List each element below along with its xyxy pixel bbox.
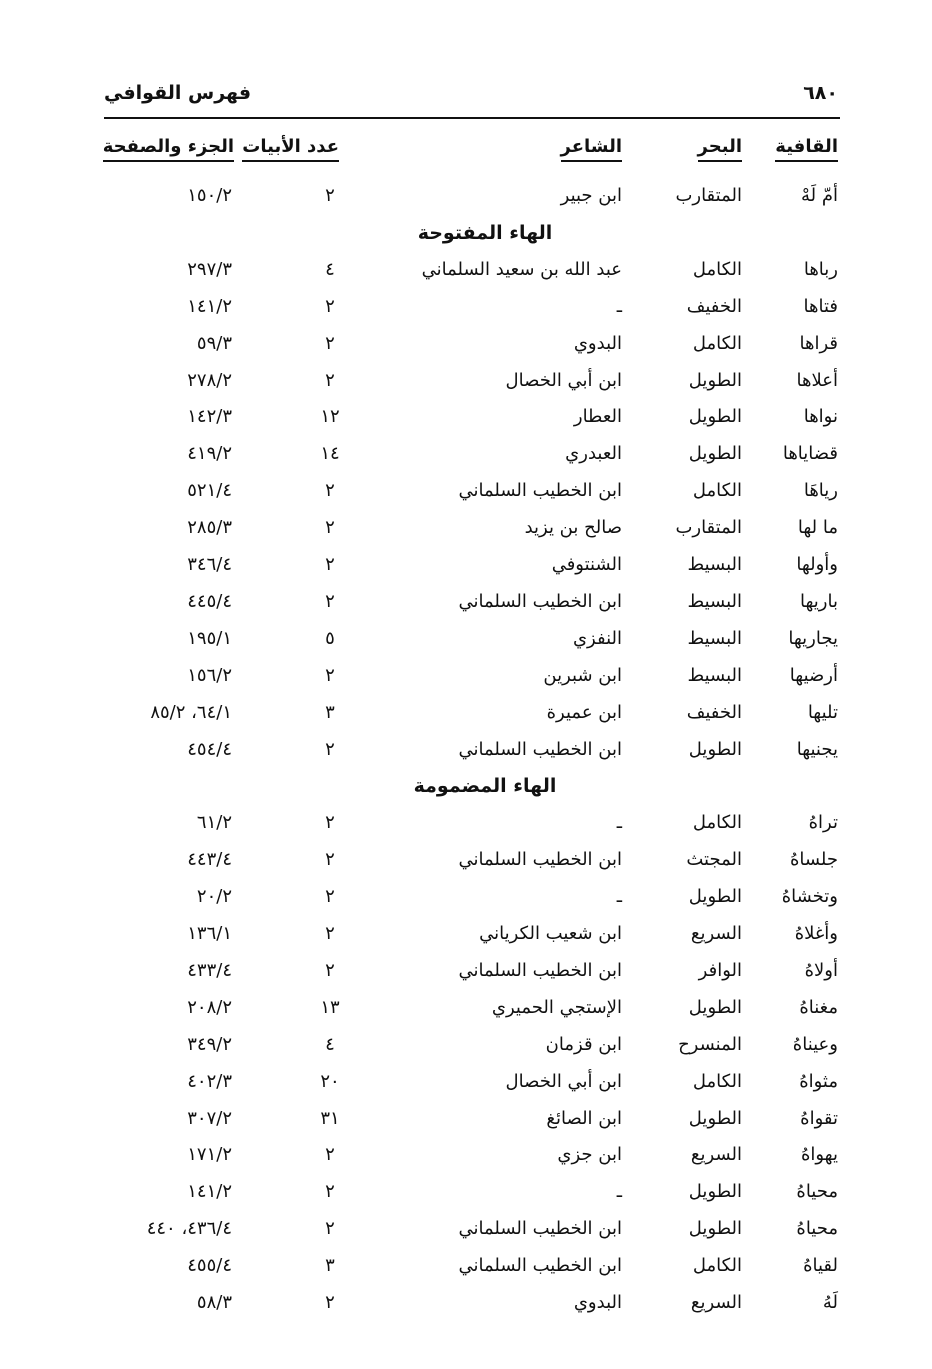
poet-cell: البدوي [573,332,622,354]
volume-page-cell: ٢٧٨/٢ [187,369,232,391]
verse-count-cell: ٢ [325,1144,335,1166]
volume-page-cell: ١٤١/٢ [187,1181,232,1203]
meter-cell: المتقارب [675,185,742,206]
meter-cell: الطويل [688,996,742,1018]
column-header-volume-page: الجزء والصفحة [103,136,234,162]
section-heading-text: الهاء المفتوحة [417,221,553,244]
meter-cell: البسيط [687,627,742,649]
meter-cell: الخفيف [686,295,742,317]
rhyme-cell: أمّ لَهْ [800,185,838,206]
rhyme-cell: تقواهُ [800,1107,838,1129]
volume-page-cell: ٦١/٢ [196,812,232,834]
volume-page-cell: ١٧١/٢ [187,1144,232,1166]
header-rule [104,117,840,119]
table-row [0,805,932,841]
verse-count-cell: ٢ [325,1181,335,1203]
poet-cell: ابن الصائغ [546,1107,622,1129]
meter-cell: المتقارب [675,517,742,539]
poet-cell: الإستجي الحميري [491,996,622,1018]
meter-cell: السريع [690,923,742,944]
meter-cell: السريع [690,1292,742,1313]
table-row [0,695,932,731]
verse-count-cell: ٣١ [320,1107,340,1129]
rhyme-cell: فتاها [803,295,838,317]
meter-cell: البسيط [687,554,742,575]
running-header [104,82,838,112]
poet-cell: ابن شبرين [543,664,622,686]
meter-cell: الكامل [692,1070,742,1092]
verse-count-cell: ١٤ [320,443,340,465]
meter-cell: الطويل [688,738,742,760]
volume-page-cell: ١٣٦/١ [187,923,232,944]
rhyme-cell: تراهُ [808,812,838,834]
poet-cell: ابن جزي [557,1144,622,1166]
poet-cell: الشنتوفي [551,554,622,575]
table-row [0,732,932,768]
meter-cell: الطويل [688,406,742,428]
rhyme-cell: قضاياها [782,443,838,465]
volume-page-cell: ٥٨/٣ [196,1292,232,1313]
section-heading [0,215,932,251]
volume-page-cell: ٢٩٧/٣ [187,258,232,280]
rhyme-cell: وأغلاهُ [794,923,838,944]
poet-cell: عبد الله بن سعيد السلماني [421,258,622,280]
volume-page-cell: ١٤١/٢ [187,295,232,317]
verse-count-cell: ٤ [325,258,335,280]
table-row [0,510,932,546]
column-header-meter: البحر [698,136,742,162]
verse-count-cell: ٢ [325,517,335,539]
table-row [0,658,932,694]
poet-cell: ابن الخطيب السلماني [458,590,622,612]
rhyme-cell: وأولها [796,554,838,575]
table-row [0,879,932,915]
rhyme-cell: لقياهُ [803,1255,838,1277]
verse-count-cell: ١٣ [320,996,340,1018]
verse-count-cell: ١٢ [320,406,340,428]
meter-cell: المنسرح [678,1033,742,1055]
meter-cell: الطويل [688,1181,742,1203]
verse-count-cell: ٢ [325,959,335,981]
verse-count-cell: ٢ [325,886,335,908]
rhyme-cell: وتخشاهُ [781,886,838,908]
poet-cell: العطار [573,406,622,428]
table-row [0,621,932,657]
verse-count-cell: ٤ [325,1033,335,1055]
volume-page-cell: ١٥٠/٢ [187,185,232,206]
rhyme-cell: يجنيها [796,738,838,760]
volume-page-cell: ٤٣٣/٤ [187,959,232,981]
verse-count-cell: ٢ [325,664,335,686]
volume-page-cell: ٥٩/٣ [196,332,232,354]
poet-cell: ابن الخطيب السلماني [458,480,622,502]
volume-page-cell: ٣٤٩/٢ [187,1033,232,1055]
rhyme-cell: تليها [807,701,838,723]
meter-cell: البسيط [687,664,742,686]
verse-count-cell: ٢ [325,185,335,206]
volume-page-cell: ٢٨٥/٣ [187,517,232,539]
meter-cell: الطويل [688,369,742,391]
poet-cell: ابن الخطيب السلماني [458,1218,622,1240]
table-row [0,252,932,288]
table-row [0,842,932,878]
volume-page-cell: ٤١٩/٢ [187,443,232,465]
table-row [0,1027,932,1063]
volume-page-cell: ١٤٢/٣ [187,406,232,428]
volume-page-cell: ١٥٦/٢ [187,664,232,686]
section-heading-text: الهاء المضمومة [413,775,557,798]
poet-cell: ابن الخطيب السلماني [458,738,622,760]
rhyme-cell: رياهَا [803,480,838,502]
column-header-verse-count: عدد الأبيات [242,136,339,162]
verse-count-cell: ٢ [325,554,335,575]
column-header-rhyme: القافية [775,136,838,162]
rhyme-cell: جلساهُ [789,849,838,871]
volume-page-cell: ١٩٥/١ [187,627,232,649]
table-row [0,990,932,1026]
meter-cell: الكامل [692,812,742,834]
table-row [0,436,932,472]
poet-cell: ابن جبير [560,185,622,206]
rhyme-cell: ما لها [797,517,838,539]
section-heading [0,768,932,804]
volume-page-cell: ٤٤٥/٤ [187,590,232,612]
volume-page-cell: ٣٤٦/٤ [187,554,232,575]
poet-cell: صالح بن يزيد [524,517,622,539]
table-row [0,399,932,435]
meter-cell: الكامل [692,332,742,354]
verse-count-cell: ٢ [325,812,335,834]
poet-cell: ابن أبي الخصال [505,369,622,391]
verse-count-cell: ٢٠ [320,1070,340,1092]
meter-cell: الكامل [692,480,742,502]
rhyme-cell: مغناهُ [799,996,838,1018]
volume-page-cell: ٢٠/٢ [196,886,232,908]
verse-count-cell: ٢ [325,369,335,391]
meter-cell: الطويل [688,1107,742,1129]
table-row [0,289,932,325]
volume-page-cell: ٢٠٨/٢ [187,996,232,1018]
poet-cell: النفزي [572,627,622,649]
poet-cell: ابن شعيب الكرياني [479,923,622,944]
rhyme-cell: أرضيها [789,664,838,686]
meter-cell: المجتث [686,849,742,871]
rhyme-cell: محياهُ [796,1181,838,1203]
meter-cell: الكامل [692,258,742,280]
verse-count-cell: ٢ [325,738,335,760]
poet-cell: ـ [616,295,622,317]
poet-cell: ابن أبي الخصال [505,1070,622,1092]
poet-cell: ابن الخطيب السلماني [458,959,622,981]
meter-cell: السريع [690,1144,742,1166]
table-row [0,1211,932,1247]
table-row [0,916,932,952]
verse-count-cell: ٢ [325,332,335,354]
volume-page-cell: ٤٥٥/٤ [187,1255,232,1277]
volume-page-cell: ٣٠٧/٢ [187,1107,232,1129]
rhyme-cell: رباها [803,258,838,280]
rhyme-cell: باريها [800,590,838,612]
table-row [0,473,932,509]
rhyme-cell: لَهُ [822,1292,838,1313]
page-number: ٦٨٠ [803,82,838,104]
table-row [0,1285,932,1321]
meter-cell: الطويل [688,886,742,908]
poet-cell: ابن الخطيب السلماني [458,1255,622,1277]
verse-count-cell: ٣ [325,1255,335,1277]
rhyme-cell: قراها [799,332,838,354]
table-row [0,1248,932,1284]
verse-count-cell: ٢ [325,1292,335,1313]
header-title: فهرس القوافي [104,82,252,104]
poet-cell: ابن الخطيب السلماني [458,849,622,871]
volume-page-cell: ٤٠٢/٣ [187,1070,232,1092]
poet-cell: ابن عميرة [546,701,622,723]
meter-cell: البسيط [687,590,742,612]
meter-cell: الكامل [692,1255,742,1277]
rhyme-cell: يجاريها [788,627,838,649]
rhyme-cell: أولاهُ [804,959,838,981]
rhyme-cell: مثواهُ [799,1070,838,1092]
verse-count-cell: ٥ [325,627,335,649]
table-row [0,326,932,362]
poet-cell: العبدري [565,443,622,465]
verse-count-cell: ٢ [325,849,335,871]
table-row [0,953,932,989]
rhyme-cell: محياهُ [796,1218,838,1240]
table-row [0,1101,932,1137]
volume-page-cell: ٤٥٤/٤ [187,738,232,760]
table-row [0,178,932,214]
verse-count-cell: ٢ [325,923,335,944]
volume-page-cell: ٥٢١/٤ [187,480,232,502]
verse-count-cell: ٢ [325,1218,335,1240]
verse-count-cell: ٢ [325,590,335,612]
rhyme-cell: أعلاها [796,369,838,391]
poet-cell: البدوي [573,1292,622,1313]
rhyme-cell: نواها [803,406,838,428]
volume-page-cell: ٤٣٦/٤، ٤٤٠ [146,1218,232,1240]
verse-count-cell: ٢ [325,295,335,317]
meter-cell: الخفيف [686,701,742,723]
table-row [0,1174,932,1210]
table-row [0,584,932,620]
meter-cell: الطويل [688,443,742,465]
verse-count-cell: ٣ [325,701,335,723]
rhyme-cell: وعيناهُ [792,1033,838,1055]
meter-cell: الطويل [688,1218,742,1240]
volume-page-cell: ٤٤٣/٤ [187,849,232,871]
poet-cell: ابن قزمان [545,1033,622,1055]
volume-page-cell: ٦٤/١، ٨٥/٢ [150,701,232,723]
verse-count-cell: ٢ [325,480,335,502]
poet-cell: ـ [616,1181,622,1203]
poet-cell: ـ [616,812,622,834]
rhyme-cell: يهواهُ [800,1144,838,1166]
poet-cell: ـ [616,886,622,908]
table-row [0,363,932,399]
meter-cell: الوافر [698,959,742,981]
table-row [0,1064,932,1100]
table-row [0,547,932,583]
column-header-poet: الشاعر [561,136,623,162]
table-row [0,1137,932,1173]
